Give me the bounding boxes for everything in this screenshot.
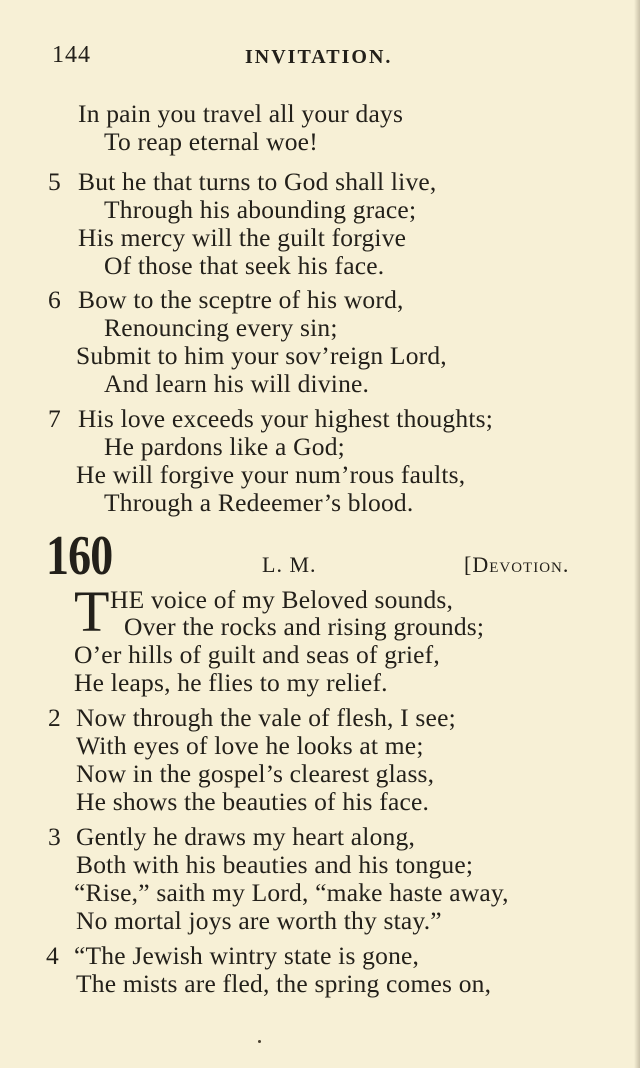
page-number: 144 (52, 42, 91, 68)
verse-line: “The Jewish wintry state is gone, (74, 941, 420, 970)
verse-line: O’er hills of guilt and seas of grief, (74, 640, 440, 669)
verse-line: Bow to the sceptre of his word, (78, 285, 404, 314)
page-edge-shadow (634, 0, 640, 1068)
verse-line: He pardons like a God; (104, 432, 345, 461)
verse-line: Gently he draws my heart along, (76, 822, 416, 851)
verse-number: 3 (48, 822, 61, 851)
hymn-topic (464, 552, 569, 578)
hymn-number: 160 (46, 525, 113, 587)
verse-line: “Rise,” saith my Lord, “make haste away, (74, 878, 509, 907)
hymn-meter: L. M. (262, 552, 317, 577)
verse-line: Renouncing every sin; (104, 313, 338, 342)
drop-cap: T (74, 579, 110, 644)
verse-number: 2 (48, 703, 61, 732)
verse-number: 4 (46, 941, 59, 970)
verse-line: Submit to him your sov’reign Lord, (76, 341, 447, 370)
verse-line: Of those that seek his face. (104, 251, 385, 280)
hymn-topic-text: [Devotion. (464, 552, 570, 577)
verse-line: But he that turns to God shall live, (78, 167, 437, 196)
verse-line: And learn his will divine. (104, 369, 370, 398)
verse-line: He leaps, he flies to my relief. (74, 668, 388, 697)
verse-line: Through his abounding grace; (104, 195, 417, 224)
verse-line: No mortal joys are worth thy stay.” (76, 906, 442, 935)
print-speck (258, 1040, 261, 1043)
verse-line: Both with his beauties and his tongue; (76, 850, 474, 879)
verse-number: 5 (48, 167, 61, 196)
verse-line: He shows the beauties of his face. (76, 787, 430, 816)
verse-line: The mists are fled, the spring comes on, (76, 969, 492, 998)
verse-line: Through a Redeemer’s blood. (104, 488, 414, 517)
verse-line: Over the rocks and rising grounds; (124, 612, 485, 641)
verse-number: 6 (48, 285, 61, 314)
verse-line: His love exceeds your highest thoughts; (78, 404, 494, 433)
verse-line: He will forgive your num’rous faults, (76, 460, 466, 489)
verse-line: With eyes of love he looks at me; (76, 731, 424, 760)
verse-line: Now through the vale of flesh, I see; (76, 703, 456, 732)
verse-line: His mercy will the guilt forgive (78, 223, 407, 252)
running-title: INVITATION. (245, 46, 393, 68)
verse-line: Now in the gospel’s clearest glass, (76, 759, 435, 788)
verse-line: HE voice of my Beloved sounds, (110, 585, 454, 614)
verse-line: In pain you travel all your days (78, 99, 404, 128)
verse-number: 7 (48, 404, 61, 433)
verse-line: To reap eternal woe! (104, 127, 318, 156)
